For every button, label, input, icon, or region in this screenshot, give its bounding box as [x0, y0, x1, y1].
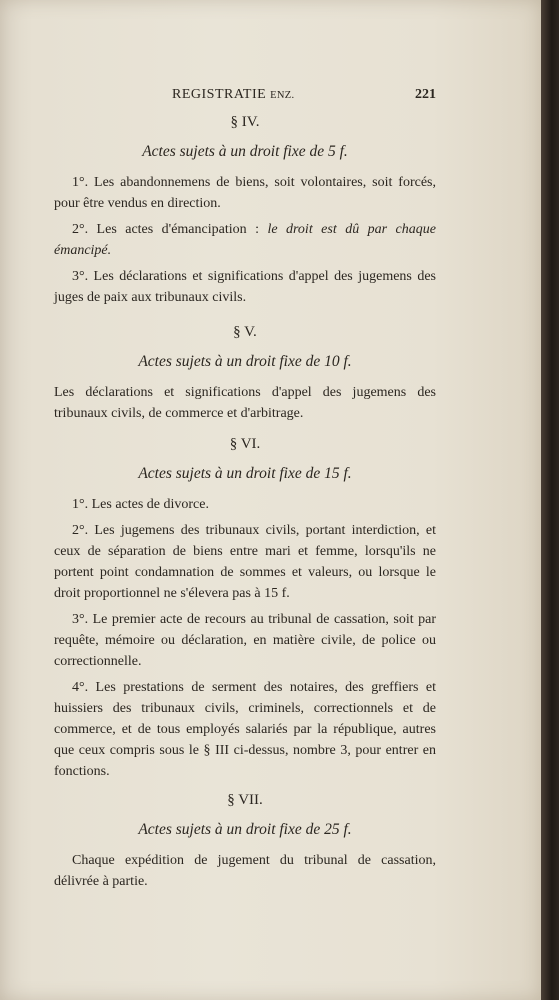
article-paragraph: 4°. Les prestations de serment des notaires, des greffiers et huissiers des tribunaux civils, criminels, correctionnels et de commerce, et de tous employés salariés par la république, autres que ceux compris sous le § III ci-dessus, nombre 3, pour entrer en fonctions.: [54, 680, 436, 779]
article-paragraph: 1°. Les actes de divorce.: [72, 497, 209, 512]
section-heading-v: § V.: [233, 324, 257, 340]
section-subheading-vii: Actes sujets à un droit fixe de 25 f.: [138, 821, 352, 838]
section-subheading-iv: Actes sujets à un droit fixe de 5 f.: [142, 143, 348, 160]
section-subheading-v: Actes sujets à un droit fixe de 10 f.: [138, 353, 352, 370]
section-subheading-vi: Actes sujets à un droit fixe de 15 f.: [138, 465, 352, 482]
italic-note: le droit est dû par chaque émancipé.: [54, 222, 436, 258]
binding-gutter: [541, 0, 559, 1000]
running-title-small: ENZ.: [270, 90, 295, 101]
running-header: [54, 84, 436, 108]
section-heading-iv: § IV.: [230, 114, 260, 130]
section-heading-vii: § VII.: [227, 792, 263, 808]
article-paragraph: 3°. Les déclarations et significations d'appel des jugemens des juges de paix aux tribunaux civils.: [54, 269, 436, 305]
page-body: [54, 84, 436, 892]
article-paragraph: 3°. Le premier acte de recours au tribunal de cassation, soit par requête, mémoire ou déclaration, en matière civile, de police ou correctionnelle.: [54, 612, 436, 669]
section-heading-vi: § VI.: [229, 436, 261, 452]
article-paragraph: Les déclarations et significations d'appel des jugemens des tribunaux civils, de commerce et d'arbitrage.: [54, 385, 436, 421]
running-title: REGISTRATIE ENZ.: [172, 87, 295, 102]
article-paragraph: 2°. Les actes d'émancipation : le droit est dû par chaque émancipé.: [54, 222, 436, 258]
page-number: 221: [415, 87, 436, 102]
article-paragraph: 2°. Les jugemens des tribunaux civils, portant interdiction, et ceux de séparation de biens entre mari et femme, lorsqu'ils ne portent point condamnation de sommes et valeurs, ou lorsque le droit proportionnel ne s'élevera pas à 15 f.: [54, 523, 436, 601]
article-paragraph: 1°. Les abandonnemens de biens, soit volontaires, soit forcés, pour être vendus en direction.: [54, 175, 436, 211]
article-paragraph: Chaque expédition de jugement du tribunal de cassation, délivrée à partie.: [54, 853, 436, 889]
